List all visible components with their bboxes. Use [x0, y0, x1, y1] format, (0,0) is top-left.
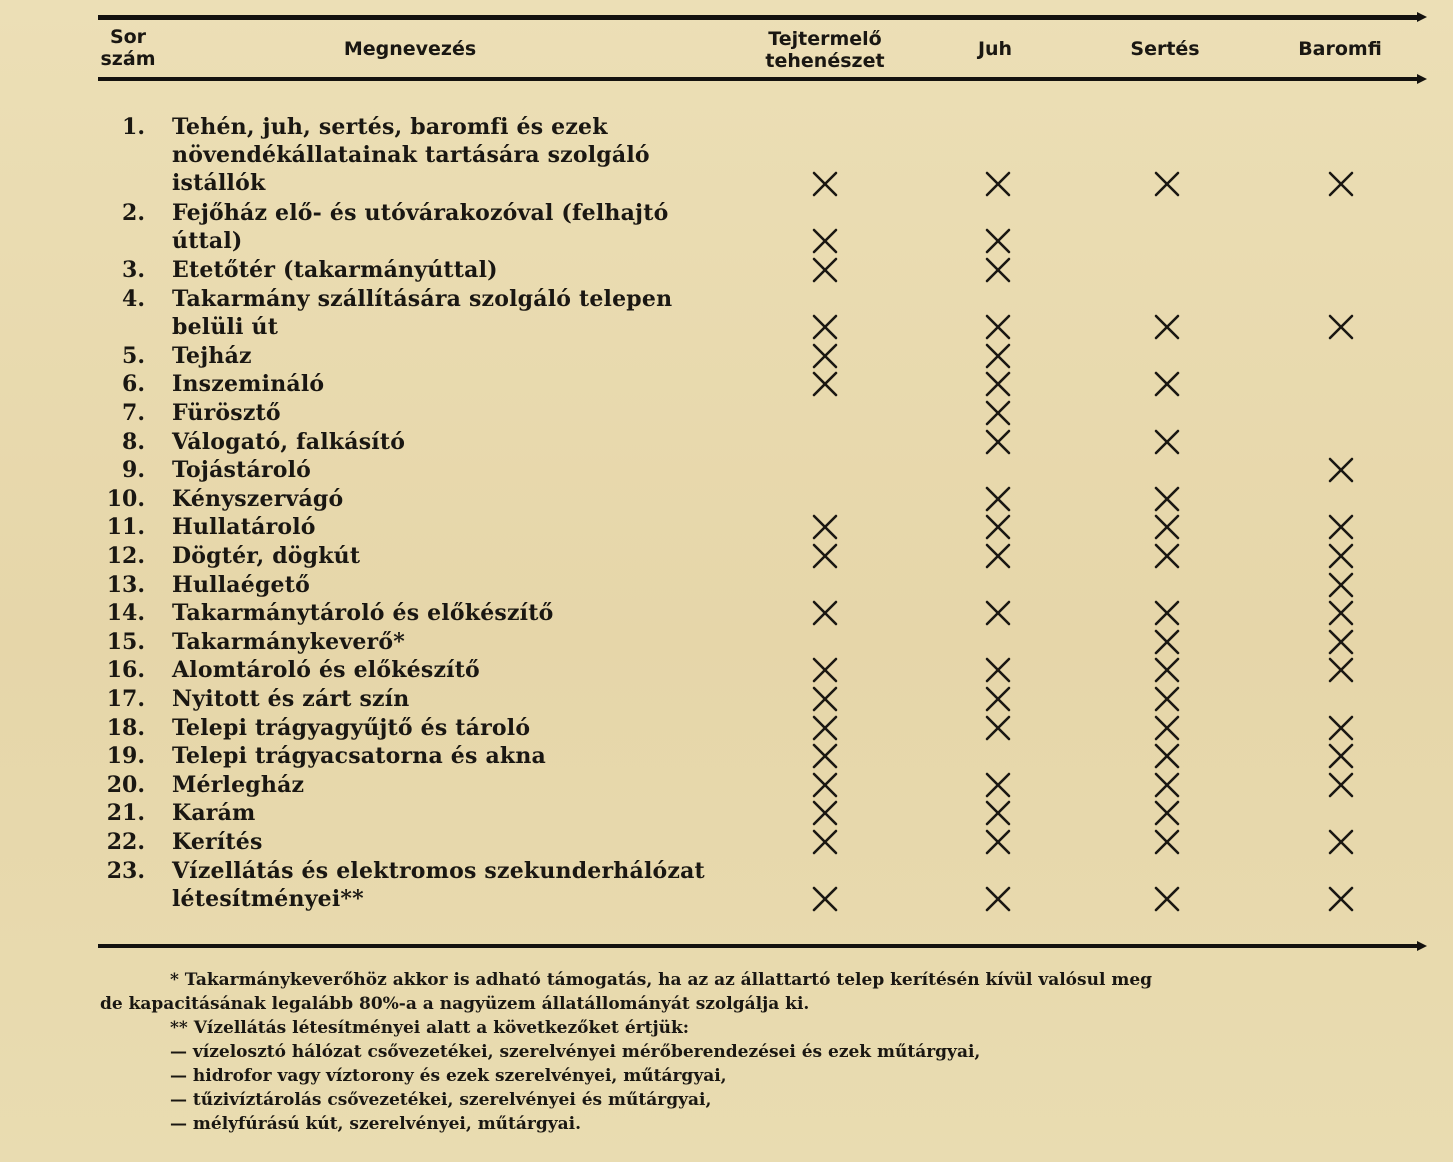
- header-tejtermelo: [755, 28, 895, 72]
- x-mark-icon: [1326, 713, 1356, 743]
- x-mark-icon: [1152, 541, 1182, 571]
- x-mark-icon: [983, 512, 1013, 542]
- x-mark-icon: [810, 541, 840, 571]
- row-number: 23.: [106, 857, 145, 884]
- row-label-line: Fejőház elő- és utóvárakozóval (felhajtó: [172, 199, 669, 226]
- x-mark-icon: [983, 484, 1013, 514]
- x-mark-icon: [810, 512, 840, 542]
- x-mark-icon: [1152, 427, 1182, 457]
- header-rule: [98, 77, 1420, 81]
- row-number: 8.: [122, 428, 145, 455]
- x-mark-icon: [1152, 770, 1182, 800]
- row-label-line: Inszemináló: [172, 371, 325, 398]
- x-mark-icon: [1152, 312, 1182, 342]
- row-label: [172, 628, 692, 656]
- x-mark-icon: [810, 798, 840, 828]
- footnote-dash-4: — mélyfúrású kút, szerelvényei, műtárgyai.: [170, 1114, 582, 1134]
- row-label: [172, 685, 692, 713]
- header-juh: Juh: [977, 38, 1013, 60]
- row-number: 15.: [106, 628, 145, 655]
- row-number: 12.: [106, 543, 145, 569]
- footnotes: [100, 968, 1400, 1136]
- x-mark-icon: [1152, 884, 1182, 914]
- row-label: [172, 742, 692, 770]
- row-label-line: istállók: [172, 170, 266, 196]
- row-label: [172, 342, 692, 370]
- x-mark-icon: [1326, 312, 1356, 342]
- row-label: [172, 857, 705, 913]
- row-label-line: úttal): [172, 227, 243, 254]
- x-mark-icon: [810, 226, 840, 256]
- top-rule-arrow: [1417, 12, 1427, 22]
- x-mark-icon: [983, 541, 1013, 571]
- row-label-line: Kényszervágó: [172, 485, 344, 512]
- x-mark-icon: [983, 798, 1013, 828]
- header-tejtermelo-2: tehenészet: [765, 50, 885, 72]
- x-mark-icon: [1326, 598, 1356, 628]
- row-label: [172, 285, 692, 341]
- row-number: 19.: [106, 743, 145, 770]
- header-sor: Sor: [109, 26, 147, 48]
- row-label: [172, 485, 692, 513]
- x-mark-icon: [1152, 484, 1182, 514]
- x-mark-icon: [1152, 598, 1182, 628]
- footnote-dash-3: — tűzivíztárolás csővezetékei, szerelvényei és műtárgyai,: [170, 1090, 712, 1110]
- header-sor-szam: [90, 26, 166, 70]
- x-mark-icon: [1326, 570, 1356, 600]
- row-label: [172, 399, 692, 427]
- row-label: [172, 571, 692, 599]
- bottom-rule-arrow: [1417, 941, 1427, 951]
- footnote-dash-1: — vízelosztó hálózat csővezetékei, szerelvényei mérőberendezései és ezek műtárgyai,: [170, 1042, 981, 1062]
- row-number: 18.: [106, 714, 145, 741]
- row-label-line: Takarmánykeverő*: [172, 628, 405, 655]
- x-mark-icon: [810, 741, 840, 771]
- row-label: [172, 428, 692, 456]
- x-mark-icon: [983, 655, 1013, 685]
- row-label-line: létesítményei**: [172, 885, 364, 912]
- header-megnevezes: Megnevezés: [343, 38, 477, 60]
- row-number: 4.: [122, 285, 145, 312]
- row-label-line: Tejház: [172, 342, 252, 369]
- x-mark-icon: [1152, 798, 1182, 828]
- x-mark-icon: [1326, 884, 1356, 914]
- x-mark-icon: [1152, 827, 1182, 857]
- row-label: [172, 799, 692, 827]
- x-mark-icon: [983, 398, 1013, 428]
- header-baromfi: Baromfi: [1298, 38, 1382, 60]
- x-mark-icon: [1152, 512, 1182, 542]
- x-mark-icon: [1152, 713, 1182, 743]
- x-mark-icon: [1326, 741, 1356, 771]
- row-number: 20.: [106, 771, 145, 798]
- row-label-line: Alomtároló és előkészítő: [172, 657, 480, 684]
- x-mark-icon: [983, 369, 1013, 399]
- x-mark-icon: [1326, 827, 1356, 857]
- x-mark-icon: [810, 827, 840, 857]
- row-number: 3.: [122, 257, 145, 283]
- x-mark-icon: [1152, 684, 1182, 714]
- row-label-line: Válogató, falkásító: [172, 428, 406, 455]
- x-mark-icon: [1152, 627, 1182, 657]
- row-label-line: Telepi trágyagyűjtő és tároló: [172, 714, 531, 741]
- row-label: [172, 113, 692, 197]
- x-mark-icon: [983, 226, 1013, 256]
- row-label-line: Telepi trágyacsatorna és akna: [172, 743, 546, 770]
- x-mark-icon: [810, 655, 840, 685]
- x-mark-icon: [983, 255, 1013, 285]
- row-label-line: Tehén, juh, sertés, baromfi és ezek: [172, 114, 608, 140]
- x-mark-icon: [983, 684, 1013, 714]
- x-mark-icon: [810, 169, 840, 199]
- row-label-line: belüli út: [172, 313, 279, 340]
- x-mark-icon: [983, 427, 1013, 457]
- row-label-line: Dögtér, dögkút: [172, 543, 361, 569]
- x-mark-icon: [810, 770, 840, 800]
- x-mark-icon: [810, 713, 840, 743]
- header-sertes: Sertés: [1130, 38, 1200, 60]
- x-mark-icon: [1326, 627, 1356, 657]
- row-label-line: növendékállatainak tartására szolgáló: [172, 142, 650, 168]
- row-number: 5.: [122, 342, 145, 369]
- x-mark-icon: [983, 884, 1013, 914]
- x-mark-icon: [983, 598, 1013, 628]
- row-label: [172, 599, 692, 627]
- x-mark-icon: [983, 827, 1013, 857]
- row-number: 2.: [122, 199, 145, 226]
- row-label: [172, 256, 692, 284]
- row-label-line: Mérlegház: [172, 771, 305, 798]
- top-rule: [98, 15, 1420, 20]
- x-mark-icon: [810, 684, 840, 714]
- x-mark-icon: [1152, 369, 1182, 399]
- row-number: 16.: [106, 657, 145, 684]
- footnote-1-line-2: de kapacitásának legalább 80%-a a nagyüzem állatállományát szolgálja ki.: [100, 994, 810, 1014]
- bottom-rule: [98, 944, 1420, 948]
- row-label: [172, 714, 692, 742]
- x-mark-icon: [1152, 169, 1182, 199]
- row-number: 9.: [122, 457, 145, 484]
- row-number: 10.: [106, 485, 145, 512]
- footnote-2: ** Vízellátás létesítményei alatt a következőket értjük:: [170, 1018, 690, 1038]
- x-mark-icon: [1326, 541, 1356, 571]
- row-label-line: Etetőtér (takarmányúttal): [172, 257, 498, 283]
- row-number: 22.: [106, 829, 145, 855]
- x-mark-icon: [983, 713, 1013, 743]
- x-mark-icon: [983, 770, 1013, 800]
- x-mark-icon: [1326, 655, 1356, 685]
- header-rule-arrow: [1417, 74, 1427, 84]
- row-label-line: Nyitott és zárt szín: [172, 686, 410, 712]
- row-label: [172, 370, 692, 398]
- row-label: [172, 771, 692, 799]
- row-label: [172, 199, 692, 255]
- row-label: [172, 656, 692, 684]
- x-mark-icon: [810, 598, 840, 628]
- x-mark-icon: [810, 255, 840, 285]
- footnote-1-line-1: * Takarmánykeverőhöz akkor is adható támogatás, ha az az állattartó telep kerítésén kívül valósul meg: [170, 970, 1153, 990]
- row-label: [172, 513, 692, 541]
- x-mark-icon: [1152, 741, 1182, 771]
- row-label-line: Takarmány szállítására szolgáló telepen: [172, 285, 673, 312]
- row-number: 6.: [122, 371, 145, 398]
- row-label: [172, 542, 692, 570]
- x-mark-icon: [983, 312, 1013, 342]
- row-number: 7.: [122, 400, 145, 426]
- header-szam: szám: [100, 48, 156, 70]
- x-mark-icon: [983, 341, 1013, 371]
- x-mark-icon: [1326, 169, 1356, 199]
- header-tejtermelo-1: Tejtermelő: [768, 28, 882, 50]
- row-label-line: Karám: [172, 800, 256, 827]
- row-label-line: Kerítés: [172, 829, 263, 855]
- x-mark-icon: [810, 341, 840, 371]
- row-label-line: Vízellátás és elektromos szekunderhálózat: [172, 857, 705, 884]
- row-label-line: Hullaégető: [172, 571, 310, 598]
- row-number: 1.: [122, 114, 145, 140]
- row-number: 13.: [106, 571, 145, 598]
- row-number: 14.: [106, 600, 145, 627]
- x-mark-icon: [810, 369, 840, 399]
- row-number: 21.: [106, 800, 145, 827]
- row-label-line: Takarmánytároló és előkészítő: [172, 600, 554, 627]
- x-mark-icon: [983, 169, 1013, 199]
- x-mark-icon: [1326, 455, 1356, 485]
- row-label-line: Tojástároló: [172, 457, 312, 484]
- x-mark-icon: [810, 884, 840, 914]
- x-mark-icon: [810, 312, 840, 342]
- row-label-line: Hullatároló: [172, 514, 316, 541]
- x-mark-icon: [1326, 512, 1356, 542]
- row-label-line: Fürösztő: [172, 400, 281, 426]
- x-mark-icon: [1326, 770, 1356, 800]
- x-mark-icon: [1152, 655, 1182, 685]
- row-number: 17.: [106, 686, 145, 712]
- row-label: [172, 828, 692, 856]
- footnote-dash-2: — hidrofor vagy víztorony és ezek szerelvényei, műtárgyai,: [170, 1066, 727, 1086]
- row-number: 11.: [106, 514, 145, 541]
- row-label: [172, 456, 692, 484]
